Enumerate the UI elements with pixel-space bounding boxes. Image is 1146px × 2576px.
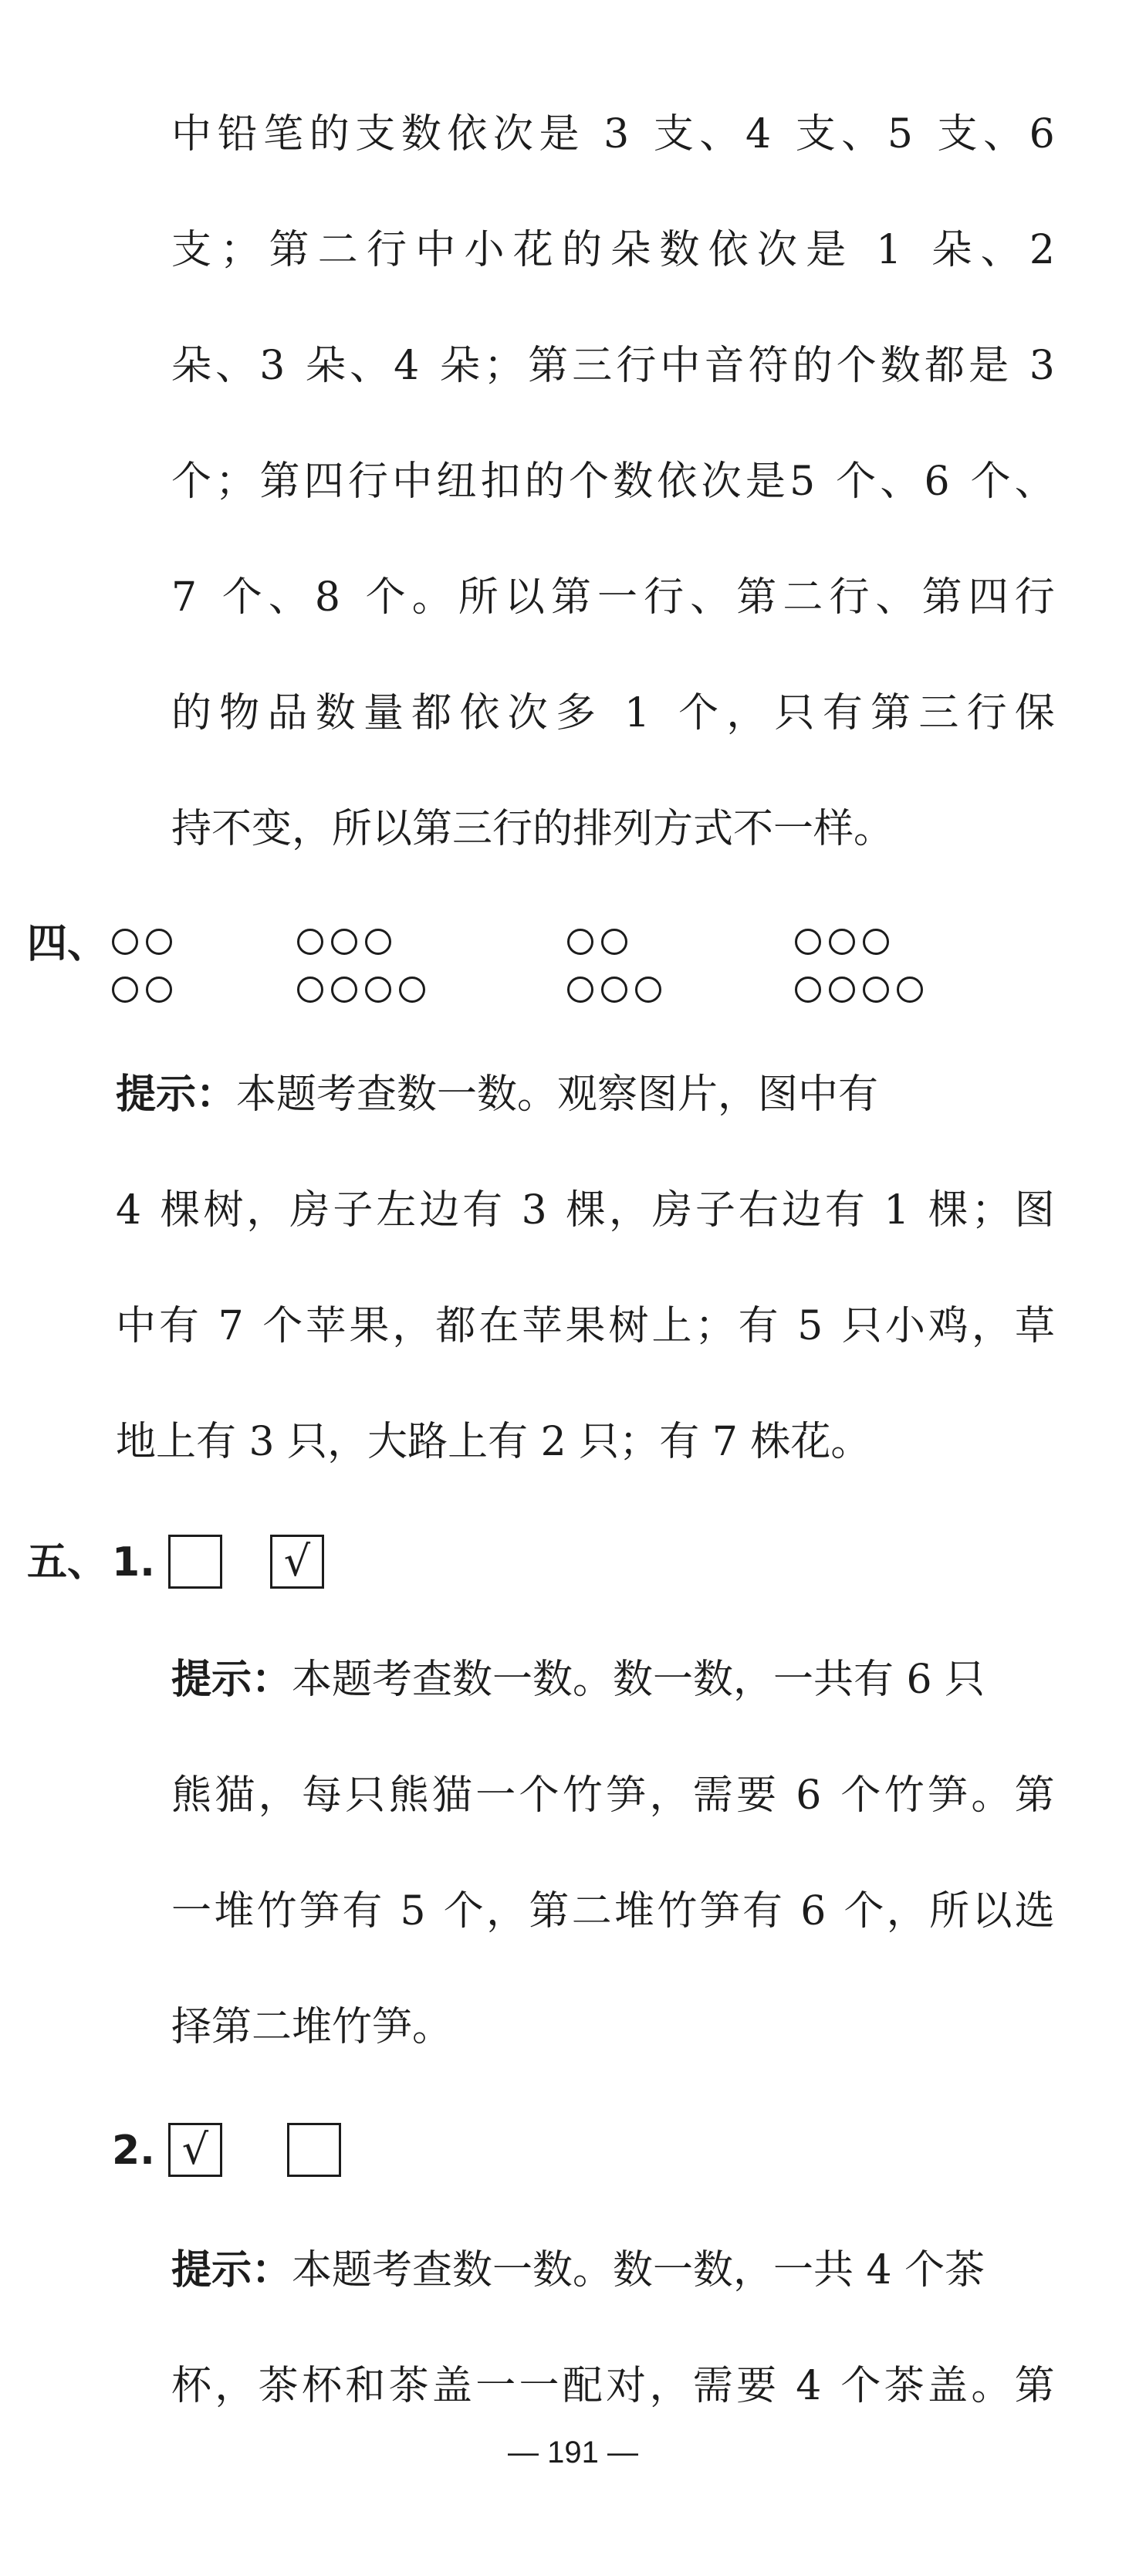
circle-group-4-top [795, 929, 889, 955]
answer-box-1b: √ [270, 1535, 324, 1589]
hint-line [171, 2247, 1055, 2293]
circle-group-4-bottom [795, 977, 923, 1003]
page-number: — 191 — [508, 2436, 638, 2469]
circle-group-3-bottom [567, 977, 661, 1003]
hint-line: 择第二堆竹笋。 [171, 2004, 453, 2050]
circle-group-3-top [567, 929, 627, 955]
hint-line: 地上有 3 只，大路上有 2 只；有 7 株花。 [116, 1419, 871, 1465]
hint-text: 本题考查数一数。数一数，一共 4 个茶 [292, 2247, 985, 2293]
circle-group-2-bottom [297, 977, 425, 1003]
hint-line [171, 1657, 1055, 1703]
paragraph-line: 持不变，所以第三行的排列方式不一样。 [171, 806, 894, 852]
paragraph-line: 朵 、 3 朵 、 4 朵 ； 第 三 行 中 音 符 的 个 数 都 是 3 [171, 343, 1055, 389]
hint-label: 提示： [171, 2247, 292, 2293]
section-4-label: 四、 [27, 921, 108, 967]
answer-box-1a [168, 1535, 222, 1589]
hint-text: 本题考查数一数。数一数，一共有 6 只 [292, 1657, 985, 1703]
circle-group-1-top [112, 929, 172, 955]
hint-label: 提示： [171, 1657, 292, 1703]
paragraph-line: 的 物 品 数 量 都 依 次 多 1 个 ， 只 有 第 三 行 保 [171, 690, 1055, 736]
paragraph-line: 支 ； 第 二 行 中 小 花 的 朵 数 依 次 是 1 朵 、 2 [171, 227, 1055, 273]
question-1-number: 1. [112, 1539, 155, 1586]
answer-box-2b [287, 2123, 341, 2177]
hint-label: 提示： [116, 1071, 237, 1118]
hint-line: 熊 猫 ， 每 只 熊 猫 一 个 竹 笋 ， 需 要 6 个 竹 笋 。 第 [171, 1772, 1055, 1819]
hint-line: 一 堆 竹 笋 有 5 个 ， 第 二 堆 竹 笋 有 6 个 ， 所 以 选 [171, 1888, 1055, 1935]
section-5-label: 五、 [27, 1539, 108, 1586]
hint-line: 中 有 7 个 苹 果 ， 都 在 苹 果 树 上 ； 有 5 只 小 鸡 ， 草 [116, 1303, 1055, 1349]
circle-group-2-top [297, 929, 391, 955]
circle-group-1-bottom [112, 977, 172, 1003]
paragraph-line: 中 铅 笔 的 支 数 依 次 是 3 支 、 4 支 、 5 支 、 6 [171, 111, 1055, 157]
paragraph-line: 个 ； 第 四 行 中 纽 扣 的 个 数 依 次 是 5 个 、 6 个 、 [171, 459, 1055, 505]
hint-line [116, 1071, 1055, 1118]
hint-line: 杯 ， 茶 杯 和 茶 盖 一 一 配 对 ， 需 要 4 个 茶 盖 。 第 [171, 2363, 1055, 2409]
hint-text: 本题考查数一数。观察图片，图中有 [236, 1071, 879, 1118]
paragraph-line: 7 个 、 8 个 。 所 以 第 一 行 、 第 二 行 、 第 四 行 [171, 574, 1055, 621]
question-2-number: 2. [112, 2127, 155, 2174]
answer-box-2a: √ [168, 2123, 222, 2177]
hint-line: 4 棵 树 ， 房 子 左 边 有 3 棵 ， 房 子 右 边 有 1 棵 ； 图 [116, 1187, 1055, 1234]
